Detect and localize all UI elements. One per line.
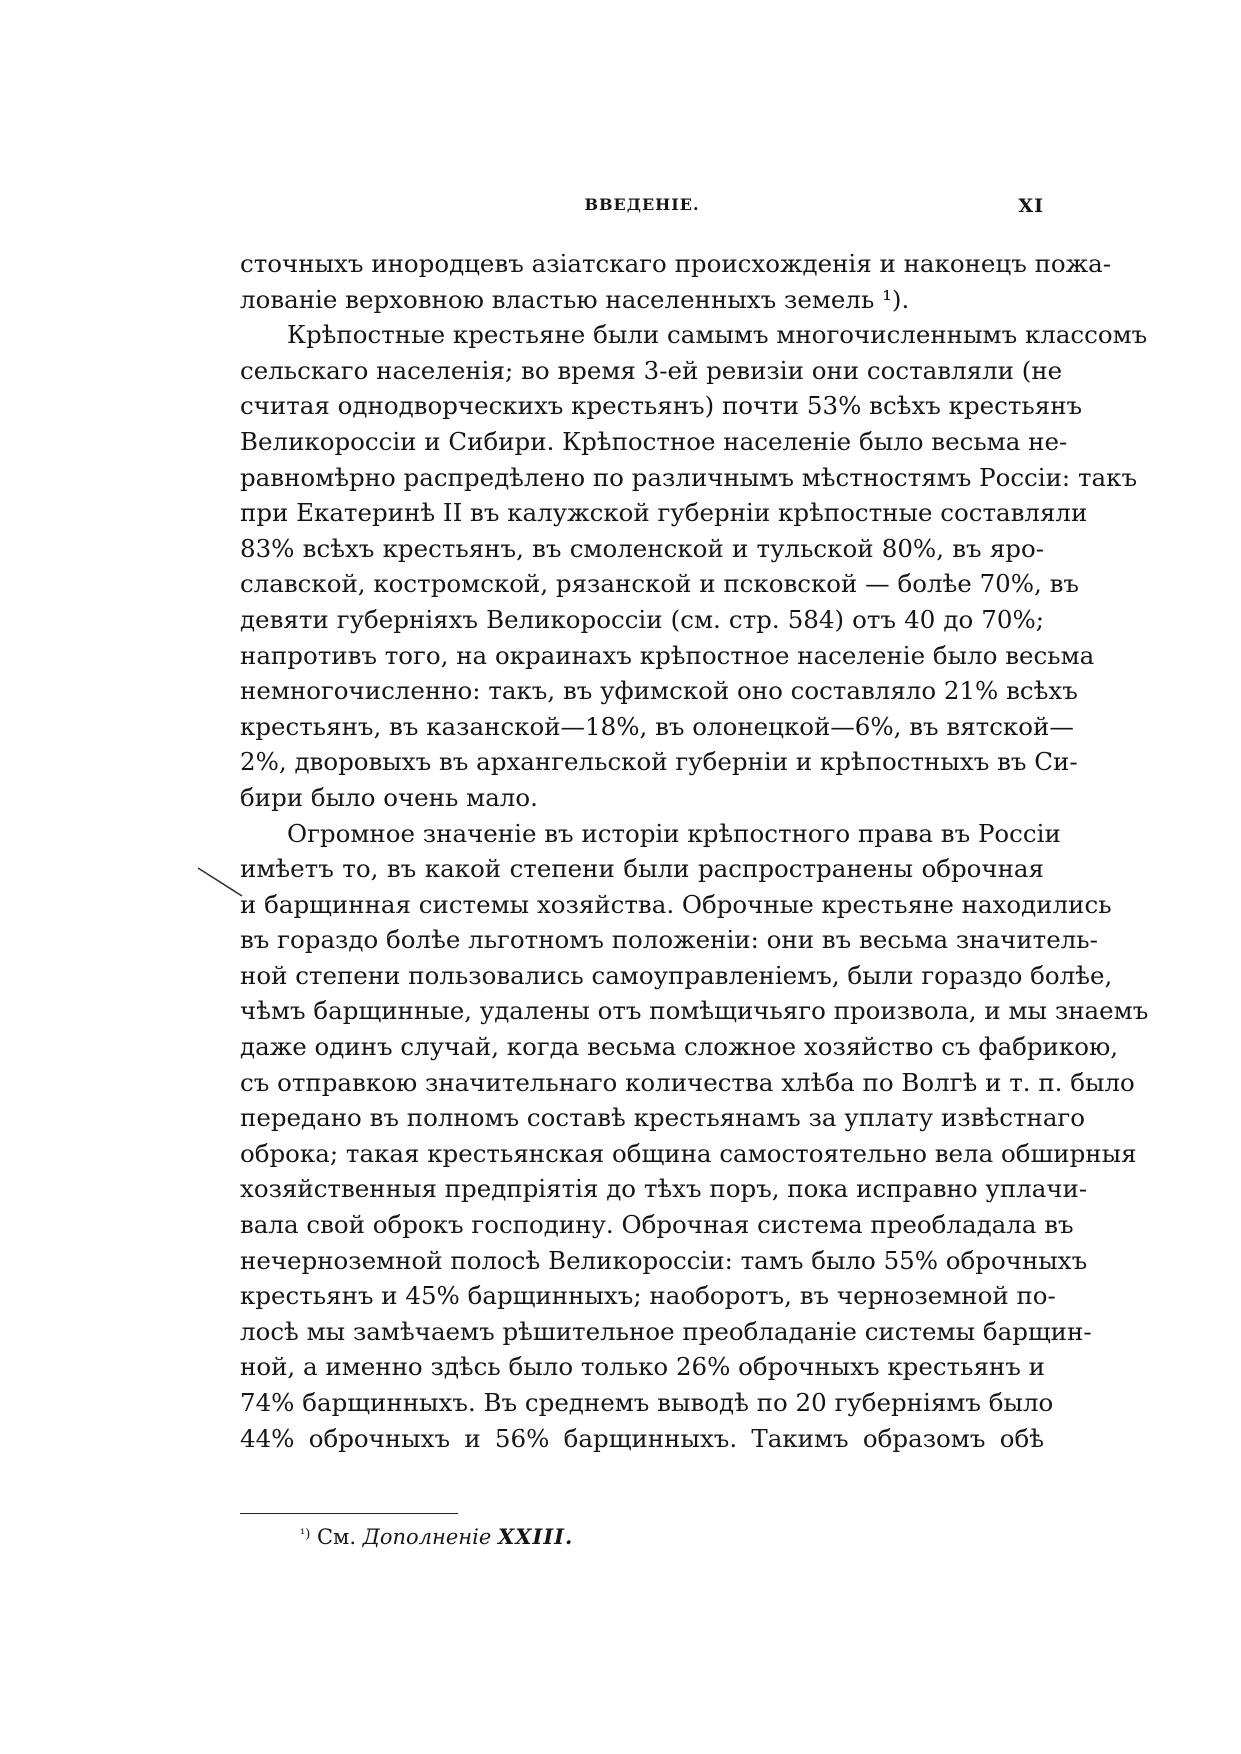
text-line: 74% барщинныхъ. Въ среднемъ выводѣ по 20 губерніямъ было [240, 1388, 1054, 1417]
text-line: 83% всѣхъ крестьянъ, въ смоленской и тульской 80%, въ яро- [240, 533, 1044, 563]
text-line: немногочисленно: такъ, въ уфимской оно составляло 21% всѣхъ [240, 676, 1078, 706]
running-head [240, 195, 1044, 225]
text-line: ной, а именно здѣсь было только 26% оброчныхъ крестьянъ и [240, 1352, 1045, 1382]
text-line: славской, костромской, рязанской и псковской — болѣе 70%, въ [240, 569, 1079, 599]
running-title: ВВЕДЕНІЕ. [584, 195, 700, 214]
footnote-reference: Дополненіе [362, 1525, 492, 1549]
text-line: имѣетъ то, въ какой степени были распространены оброчная [240, 854, 1044, 884]
text-line: Великороссіи и Сибири. Крѣпостное населеніе было весьма не- [240, 426, 1068, 456]
text-line: Огромное значеніе въ исторіи крѣпостного права въ Россіи [287, 818, 1061, 848]
text-line: въ гораздо болѣе льготномъ положеніи: они въ весьма значитель- [240, 925, 1098, 955]
footnote [300, 1522, 573, 1552]
text-line: крестьянъ и 45% барщинныхъ; наоборотъ, въ черноземной по- [240, 1281, 1056, 1311]
text-line: вала свой оброкъ господину. Оброчная система преобладала въ [240, 1210, 1074, 1240]
text-line: лосѣ мы замѣчаемъ рѣшительное преобладаніе системы барщин- [240, 1316, 1092, 1346]
footnote-rule [240, 1513, 458, 1514]
text-line: лованіе верховною властью населенныхъ земель ¹). [240, 284, 910, 314]
text-line: даже одинъ случай, когда весьма сложное хозяйство съ фабрикою, [240, 1032, 1119, 1062]
body-text [240, 246, 1149, 1456]
text-line: при Екатеринѣ II въ калужской губерніи крѣпостные составляли [240, 498, 1088, 528]
text-line: напротивъ того, на окраинахъ крѣпостное населеніе было весьма [240, 640, 1095, 670]
text-line: передано въ полномъ составѣ крестьянамъ за уплату извѣстнаго [240, 1103, 1086, 1133]
text-line: крестьянъ, въ казанской—18%, въ олонецкой—6%, въ вятской— [240, 711, 1074, 741]
page-number: XI [1018, 195, 1044, 217]
text-line: сточныхъ инородцевъ азіатскаго происхожденія и наконецъ пожа- [240, 249, 1112, 278]
text-line: равномѣрно распредѣлено по различнымъ мѣстностямъ Россіи: такъ [240, 462, 1138, 492]
text-line: ной степени пользовались самоуправленіемъ, были гораздо болѣе, [240, 960, 1113, 990]
text-line: считая однодворческихъ крестьянъ) почти 53% всѣхъ крестьянъ [240, 391, 1083, 421]
text-line: сельскаго населенія; во время 3-ей ревизіи они составляли (не [240, 355, 1063, 385]
text-line: 2%, дворовыхъ въ архангельской губерніи и крѣпостныхъ въ Си- [240, 747, 1078, 777]
text-line: хозяйственныя предпріятія до тѣхъ поръ, пока исправно уплачи- [240, 1174, 1088, 1204]
text-line: оброка; такая крестьянская община самостоятельно вела обширныя [240, 1138, 1137, 1168]
text-line: Крѣпостные крестьяне были самымъ многочисленнымъ классомъ [287, 320, 1148, 350]
text-line: 44% оброчныхъ и 56% барщинныхъ. Такимъ образомъ обѣ [240, 1423, 1044, 1453]
text-line: девяти губерніяхъ Великороссіи (см. стр. 584) отъ 40 до 70%; [240, 604, 1044, 634]
margin-pencil-mark [196, 866, 246, 902]
text-line: съ отправкою значительнаго количества хлѣба по Волгѣ и т. п. было [240, 1067, 1135, 1097]
text-line: чѣмъ барщинные, удалены отъ помѣщичьяго произвола, и мы знаемъ [240, 996, 1149, 1026]
footnote-marker: ¹) [300, 1527, 311, 1542]
text-line: бири было очень мало. [240, 782, 538, 812]
footnote-see: См. [316, 1525, 357, 1549]
footnote-roman-number: XXIII. [497, 1524, 574, 1549]
text-line: нечерноземной полосѣ Великороссіи: тамъ было 55% оброчныхъ [240, 1245, 1088, 1275]
text-line: и барщинная системы хозяйства. Оброчные крестьяне находились [240, 889, 1112, 919]
